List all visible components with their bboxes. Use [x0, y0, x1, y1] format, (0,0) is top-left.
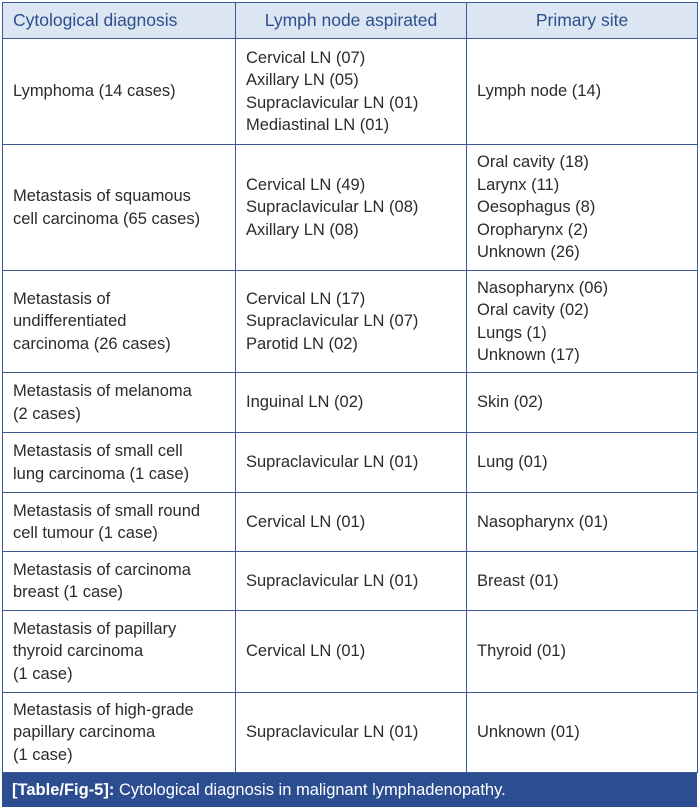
cell-line: Lymph node (14) [477, 82, 602, 101]
cell-line: Breast (01) [477, 571, 559, 590]
cell-line: Thyroid (01) [477, 642, 566, 661]
primary-site-cell [467, 433, 698, 493]
cell-line: Metastasis of small round [13, 501, 201, 520]
primary-site-cell [467, 373, 698, 433]
cell-line: Supraclavicular LN (01) [246, 93, 419, 112]
cell-line: Metastasis of carcinoma [13, 560, 191, 579]
primary-site-cell [467, 552, 698, 611]
cell-line: Unknown (01) [477, 723, 580, 742]
table-row [3, 493, 698, 552]
primary-site-cell [467, 271, 698, 373]
cell-line: Cervical LN (17) [246, 289, 366, 308]
caption-text: Cytological diagnosis in malignant lymphadenopathy. [114, 781, 506, 799]
lymph-node-cell [236, 693, 467, 773]
table-row [3, 39, 698, 145]
cell-line: Supraclavicular LN (01) [246, 723, 419, 742]
cell-line: carcinoma (26 cases) [13, 334, 171, 353]
lymph-node-cell [236, 39, 467, 145]
cell-line: cell carcinoma (65 cases) [13, 209, 201, 228]
diagnosis-cell [3, 373, 236, 433]
header-row [3, 3, 698, 39]
cell-line: lung carcinoma (1 case) [13, 464, 190, 483]
table-figure [2, 2, 697, 807]
cell-line: Supraclavicular LN (01) [246, 571, 419, 590]
diagnosis-cell [3, 552, 236, 611]
diagnosis-cell [3, 145, 236, 271]
primary-site-cell [467, 145, 698, 271]
table-row [3, 271, 698, 373]
lymph-node-cell [236, 145, 467, 271]
cell-line: Metastasis of squamous [13, 187, 191, 205]
cell-line: Cervical LN (01) [246, 512, 366, 531]
cell-line: Supraclavicular LN (07) [246, 312, 419, 331]
cell-line: Metastasis of papillary [13, 619, 177, 638]
cell-line: Metastasis of [13, 289, 111, 308]
lymph-node-cell [236, 271, 467, 373]
cell-line: Cervical LN (07) [246, 48, 366, 67]
cell-line: Oropharynx (2) [477, 220, 588, 239]
primary-site-cell [467, 39, 698, 145]
cell-line: breast (1 case) [13, 583, 124, 601]
header-diagnosis: Cytological diagnosis [3, 3, 236, 39]
lymph-node-cell [236, 493, 467, 552]
cell-line: Larynx (11) [477, 175, 560, 194]
table-caption [2, 773, 697, 807]
diagnosis-cell [3, 39, 236, 145]
cell-line: Nasopharynx (06) [477, 278, 609, 297]
diagnosis-cell [3, 611, 236, 693]
cell-line: undifferentiated [13, 312, 127, 331]
cell-line: Lung (01) [477, 453, 548, 472]
cell-line: (1 case) [13, 745, 73, 764]
primary-site-cell [467, 611, 698, 693]
lymph-node-cell [236, 373, 467, 433]
cell-line: Supraclavicular LN (08) [246, 198, 419, 217]
diagnosis-cell [3, 493, 236, 552]
caption-label: [Table/Fig-5]: [12, 781, 115, 799]
cell-line: Metastasis of melanoma [13, 382, 192, 400]
cell-line: (1 case) [13, 664, 73, 683]
cell-line: Skin (02) [477, 393, 544, 412]
cell-line: Metastasis of high-grade [13, 700, 194, 719]
cell-line: Axillary LN (08) [246, 220, 359, 239]
cell-line: Oesophagus (8) [477, 198, 596, 217]
cell-line: Nasopharynx (01) [477, 512, 609, 531]
cell-line: Lungs (1) [477, 323, 547, 342]
table-row [3, 693, 698, 773]
cell-line: cell tumour (1 case) [13, 524, 158, 542]
lymph-node-cell [236, 433, 467, 493]
primary-site-cell [467, 693, 698, 773]
lymph-node-cell [236, 552, 467, 611]
cell-line: Parotid LN (02) [246, 334, 358, 353]
cell-line: Oral cavity (02) [477, 301, 589, 319]
cell-line: thyroid carcinoma [13, 642, 144, 661]
diagnosis-cell [3, 693, 236, 773]
table-row [3, 373, 698, 433]
cell-line: Supraclavicular LN (01) [246, 453, 419, 472]
cell-line: Unknown (26) [477, 243, 580, 262]
cell-line: Mediastinal LN (01) [246, 116, 390, 134]
cell-line: Cervical LN (01) [246, 642, 366, 661]
primary-site-cell [467, 493, 698, 552]
diagnosis-table [2, 2, 698, 773]
table-row [3, 433, 698, 493]
cell-line: Oral cavity (18) [477, 153, 589, 172]
diagnosis-cell [3, 271, 236, 373]
diagnosis-cell [3, 433, 236, 493]
table-row [3, 552, 698, 611]
cell-line: Axillary LN (05) [246, 71, 359, 89]
cell-line: Inguinal LN (02) [246, 393, 364, 412]
cell-line: (2 cases) [13, 404, 81, 423]
header-lymph-node: Lymph node aspirated [236, 3, 467, 39]
table-row [3, 145, 698, 271]
cell-line: Unknown (17) [477, 346, 580, 364]
table-row [3, 611, 698, 693]
cell-line: Cervical LN (49) [246, 175, 366, 194]
lymph-node-cell [236, 611, 467, 693]
cell-line: Lymphoma (14 cases) [13, 82, 176, 101]
cell-line: papillary carcinoma [13, 723, 156, 742]
header-primary-site: Primary site [467, 3, 698, 39]
cell-line: Metastasis of small cell [13, 442, 183, 460]
